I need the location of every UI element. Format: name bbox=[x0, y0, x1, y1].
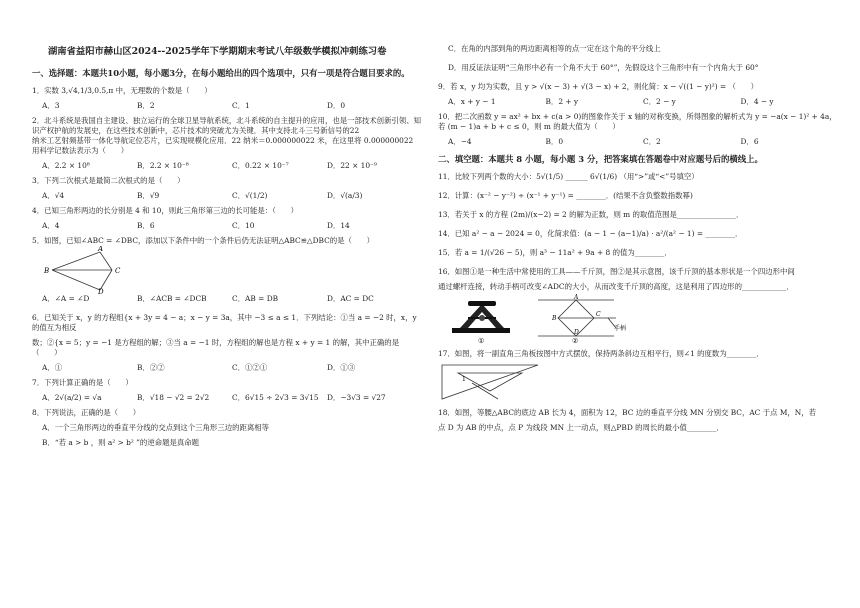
option-c: C．6√15 ÷ 2√3 = 3√15 bbox=[232, 393, 319, 403]
exam-title: 湖南省益阳市赫山区2024--2025学年下学期期末考试八年级数学模拟冲刺练习卷 bbox=[48, 46, 387, 57]
question-18-part-2: 点 D 为 AB 的中点，点 P 为线段 MN 上一动点，则△PBD 的周长的最小值________． bbox=[438, 423, 724, 433]
option-d: D．22 × 10⁻⁹ bbox=[327, 161, 377, 171]
option-a: A．2.2 × 10⁸ bbox=[42, 161, 90, 171]
option-a: A．① bbox=[42, 363, 63, 373]
question-12: 12．计算：(x⁻² − y⁻²) ÷ (x⁻¹ + y⁻¹) = ________．(结果不含负整数指数幂) bbox=[438, 191, 693, 201]
label-d: D bbox=[98, 288, 104, 295]
section-choice-header: 一、选择题：本题共10小题，每小题3分，在每小题给出的四个选项中，只有一项是符合题目要求的。 bbox=[32, 68, 410, 78]
angle-1-label: 1 bbox=[462, 376, 466, 384]
label-a: A bbox=[574, 294, 579, 302]
question-1-options bbox=[42, 101, 422, 111]
option-a: A．4 bbox=[42, 221, 60, 231]
option-b: B．2.2 × 10⁻⁸ bbox=[137, 161, 189, 171]
option-d: D．6 bbox=[740, 136, 759, 146]
question-3-options bbox=[42, 191, 422, 201]
question-11: 11．比较下列两个数的大小：5√(1/5) ______ 6√(1/6) （用“>”或“<”号填空） bbox=[438, 172, 699, 182]
label-c: C bbox=[596, 311, 601, 319]
question-10-part-2: 若 (m − 1)a + b + c ≤ 0，则 m 的最大值为（ ） bbox=[438, 121, 620, 131]
option-c: C．①②① bbox=[232, 363, 268, 373]
question-6-options bbox=[42, 363, 422, 373]
question-2-part-2: 纳米工艺射频基带一体化导航定位芯片，已实现规模化应用．22 纳米＝0.000000022 米，在这里将 0.000000022 bbox=[32, 136, 414, 146]
option-b: B．∠ACB = ∠DCB bbox=[137, 294, 207, 304]
label-d: D bbox=[574, 329, 579, 337]
question-3: 3．下列二次根式是最简二次根式的是（ ） bbox=[32, 176, 185, 186]
question-2-options bbox=[42, 161, 422, 171]
question-7-options bbox=[42, 393, 422, 403]
question-8-option-d: D．用反证法证明“三角形中必有一个角不大于 60°”，先假设这个三角形中有一个内角大于 60° bbox=[448, 62, 759, 72]
option-a: A．x + y − 1 bbox=[448, 96, 496, 106]
question-5: 5．如图，已知∠ABC = ∠DBC，添加以下条件中的一个条件后仍无法证明△ABC≌△DBC的是（ ） bbox=[32, 236, 375, 246]
right-column bbox=[438, 44, 838, 433]
option-d: D．14 bbox=[327, 221, 350, 231]
option-c: C．2 bbox=[643, 136, 661, 146]
left-column bbox=[32, 66, 422, 448]
question-17-figure bbox=[438, 359, 548, 403]
question-4: 4．已知三角形两边的长分别是 4 和 10，则此三角形第三边的长可能是：（ ） bbox=[32, 206, 299, 216]
option-b: B．0 bbox=[545, 136, 564, 146]
option-b: B．2 + y bbox=[545, 96, 579, 106]
question-2-part-3: 用科学记数法表示为（ ） bbox=[32, 146, 129, 156]
question-17: 17．如图，将一副直角三角板按图中方式摆放，保持两条斜边互相平行，则∠1 的度数为________． bbox=[438, 349, 764, 359]
question-16-figure bbox=[438, 292, 638, 344]
question-10-part-1: 10．把二次函数 y = ax² + bx + c(a > 0)的图象作关于 x 轴的对称变换，所得图象的解析式为 y = −a(x − 1)² + 4a， bbox=[438, 111, 837, 121]
question-6-part-1: 6．已知关于 x，y 的方程组{x + 3y = 4 − a；x − y = 3a，其中 −3 ≤ a ≤ 1．下列结论：①当 a = −2 时，x，y 的值互为相反 bbox=[32, 313, 417, 333]
option-a: A．2√(a/2) = √a bbox=[42, 393, 102, 403]
option-d: D．①③ bbox=[327, 363, 356, 373]
question-5-options bbox=[42, 294, 422, 304]
question-16-part-2: 通过螺杆连接，转动手柄可改变∠ADC的大小，从而改变千斤顶的高度，这是利用了四边形的____________． bbox=[438, 282, 794, 292]
question-8: 8．下列说法，正确的是（ ） bbox=[32, 408, 141, 418]
option-a: A．−4 bbox=[448, 136, 472, 146]
option-b: B．6 bbox=[137, 221, 155, 231]
label-a: A bbox=[98, 246, 104, 254]
option-c: C．10 bbox=[232, 221, 255, 231]
option-c: C．√(1/2) bbox=[232, 191, 268, 201]
option-a: A．√4 bbox=[42, 191, 65, 201]
label-b: B bbox=[552, 315, 557, 323]
option-c: C．AB = DB bbox=[232, 294, 279, 304]
option-a: A．∠A = ∠D bbox=[42, 294, 90, 304]
option-b: B．√9 bbox=[137, 191, 160, 201]
question-4-options bbox=[42, 221, 422, 231]
question-8-option-a: A．一个三角形两边的垂直平分线的交点到这个三角形三边的距离相等 bbox=[42, 423, 270, 433]
label-b: B bbox=[44, 267, 50, 276]
option-a: A．3 bbox=[42, 101, 60, 111]
question-9-options bbox=[448, 97, 838, 107]
question-7: 7．下列计算正确的是（ ） bbox=[32, 378, 133, 388]
option-b: B．√18 − √2 = 2√2 bbox=[137, 393, 210, 403]
option-d: D．0 bbox=[327, 101, 346, 111]
question-2-part-1: 2．北斗系统是我国自主建设、独立运行的全球卫星导航系统，北斗系统的自主提升的应用，也是一部技术创新引领、知识产权护航的发展史，在这些技术创新中，芯片技术的突破尤为关键．其中支持北斗三号新信号的22 bbox=[32, 116, 422, 136]
option-d: D．AC = DC bbox=[327, 294, 374, 304]
question-9: 9．若 x，y 均为实数，且 y > √(x − 3) + √(3 − x) + 2，则化简：x − √((1 − y)²) = （ ） bbox=[438, 81, 759, 91]
jack-illustration bbox=[452, 301, 510, 333]
figure-2-label: ② bbox=[572, 337, 579, 345]
question-14: 14．已知 a² − a − 2024 = 0，化简求值：(a − 1 − (a−1)/a) · a²/(a² − 1) = ________． bbox=[438, 229, 743, 239]
option-b: B．②② bbox=[137, 363, 165, 373]
question-16-part-1: 16．如图①是一种生活中常使用的工具——千斤顶，图②是其示意图，该千斤顶的基本形状是一个四边形中间 bbox=[438, 267, 795, 277]
option-b: B．2 bbox=[137, 101, 155, 111]
question-5-figure bbox=[32, 246, 152, 294]
question-10-options bbox=[448, 137, 838, 147]
handle-label: 手柄 bbox=[614, 325, 627, 333]
question-1: 1．实数 3,√4,1/3,0.5,π 中，无理数的个数是（ ） bbox=[32, 86, 212, 96]
figure-1-label: ① bbox=[478, 337, 485, 345]
question-15: 15．若 a = 1/(√26 − 5)，则 a³ − 11a² + 9a + 8 的值为________． bbox=[438, 248, 672, 258]
section-fill-header: 二、填空题：本题共 8 小题，每小题 3 分，把答案填在答题卷中对应题号后的横线上。 bbox=[438, 153, 763, 164]
question-18-part-1: 18．如图，等腰△ABC的底边 AB 长为 4，面积为 12，BC 边的垂直平分线 MN 分别交 BC，AC 于点 M，N，若 bbox=[438, 408, 817, 418]
question-8-option-c: C．在角的内部到角的两边距离相等的点一定在这个角的平分线上 bbox=[448, 44, 661, 53]
question-6-part-2: 数；②{x = 5；y = −1 是方程组的解；③当 a = −1 时，方程组的解也是方程 x + y = 1 的解，其中正确的是（ ） bbox=[32, 338, 400, 358]
question-13: 13．若关于 x 的方程 (2m)/(x−2) = 2 的解为正数，则 m 的取值范围是________________． bbox=[438, 210, 744, 220]
label-c: C bbox=[115, 267, 121, 276]
option-c: C．0.22 × 10⁻⁷ bbox=[232, 161, 289, 171]
question-8-option-b: B．“若 a > b ，则 a² > b² ”的逆命题是真命题 bbox=[42, 438, 200, 447]
option-c: C．1 bbox=[232, 101, 250, 111]
option-d: D．√(a/3) bbox=[327, 191, 363, 201]
option-d: D．4 − y bbox=[740, 96, 774, 106]
option-c: C．2 − y bbox=[643, 96, 676, 106]
option-d: D．−3√3 = √27 bbox=[327, 393, 386, 403]
